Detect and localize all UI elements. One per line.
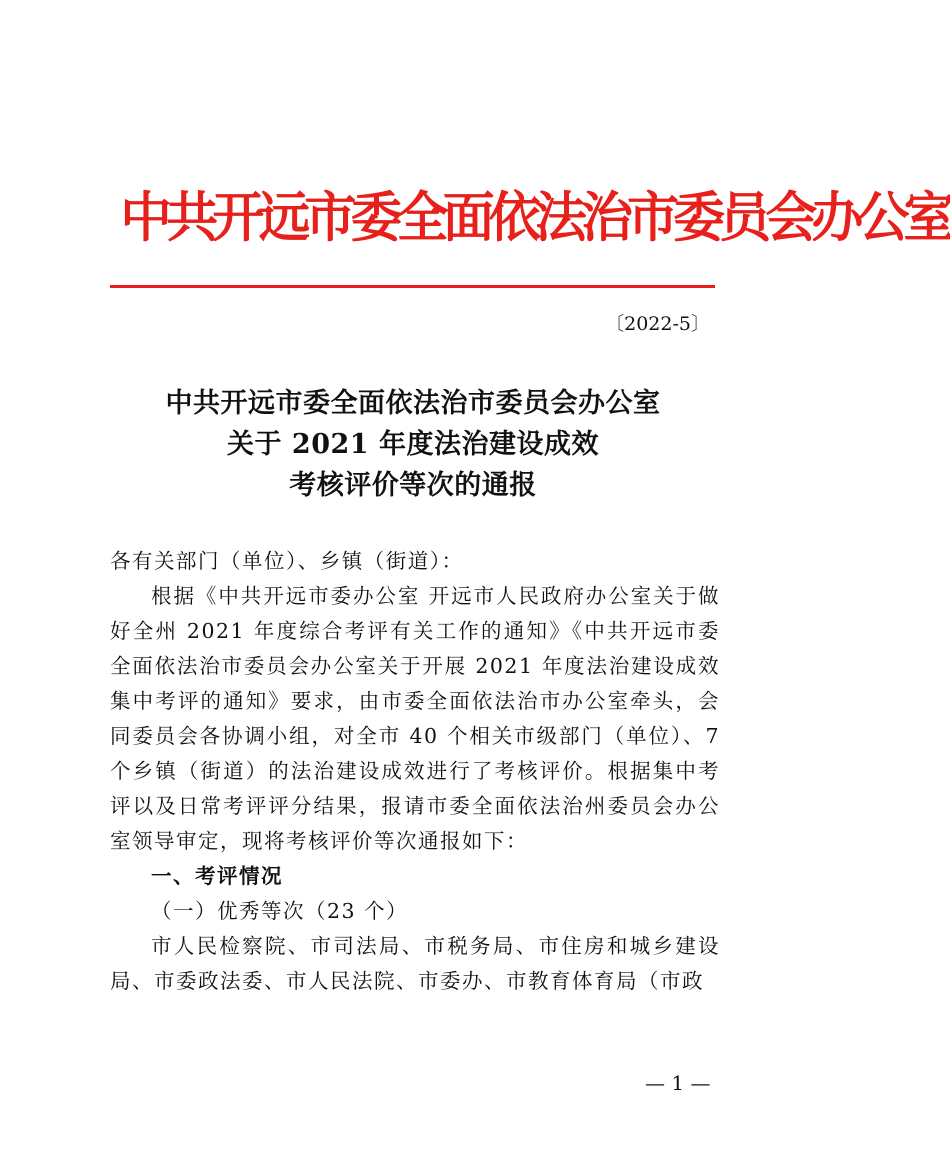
salutation: 各有关部门（单位）、乡镇（街道）： <box>110 549 464 573</box>
section-heading-1: 一、考评情况 <box>151 864 283 888</box>
red-divider-line <box>110 285 715 288</box>
title-line-3: 考核评价等次的通报 <box>289 470 537 501</box>
subsection-heading-1: （一）优秀等次（23 个） <box>151 899 409 923</box>
document-number: 〔2022-5〕 <box>605 313 710 335</box>
title-line-1: 中共开远市委全面依法治市委员会办公室 <box>165 388 661 419</box>
title-line-2: 关于 2021 年度法治建设成效 <box>227 429 599 460</box>
document-body <box>110 544 720 999</box>
document-title <box>108 383 718 506</box>
body-paragraph-1: 根据《中共开远市委办公室 开远市人民政府办公室关于做好全州 2021 年度综合考评有关工作的通知》《中共开远市委全面依法治市委员会办公室关于开展 2021 年度法治建设成效集中考评的通知》要求，由市委全面依法治市办公室牵头，会同委员会各协调小组，对全市 40 个相关市级部门（单位）、7 个乡镇（街道）的法治建设成效进行了考核评价。根据集中考评以及日常考评评分结果，报请市委全面依法治州委员会办公室领导审定，现将考核评价等次通报如下： <box>110 584 720 853</box>
page-number: — 1 — <box>645 1071 711 1095</box>
red-masthead: 中共开远市委全面依法治市委员会办公室 <box>120 185 950 249</box>
body-paragraph-2: 市人民检察院、市司法局、市税务局、市住房和城乡建设局、市委政法委、市人民法院、市委办、市教育体育局（市政 <box>110 934 720 993</box>
